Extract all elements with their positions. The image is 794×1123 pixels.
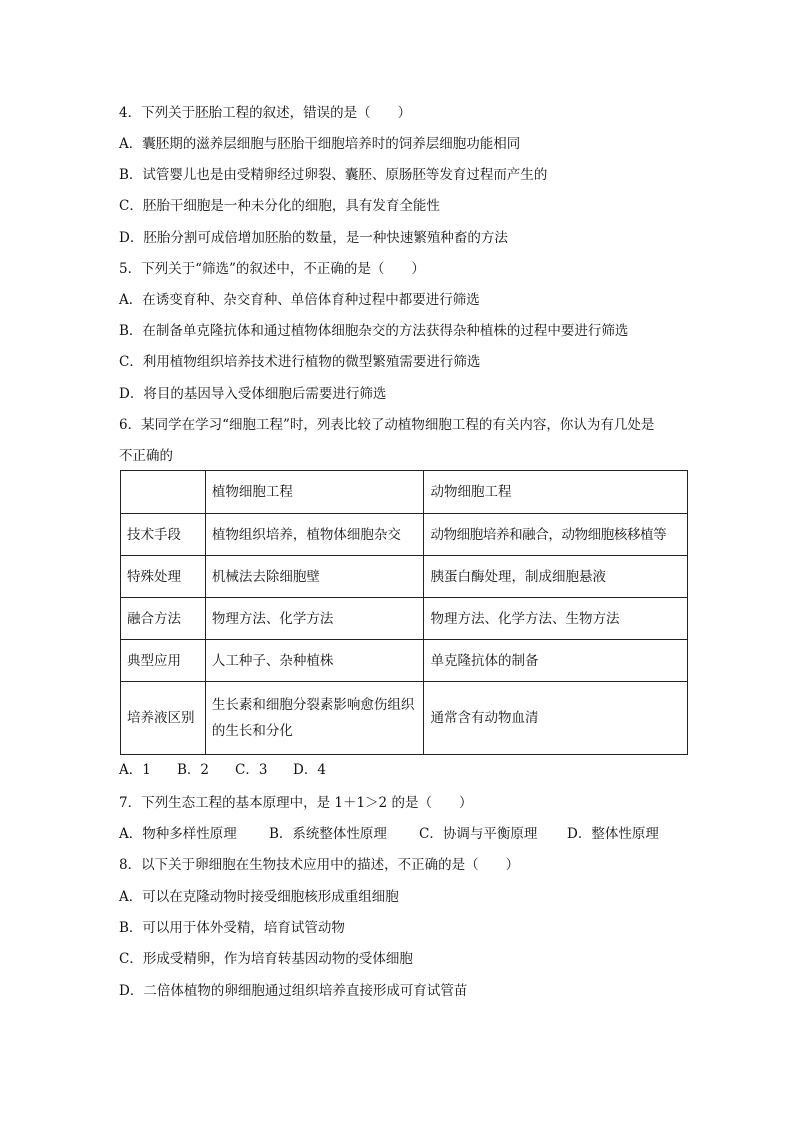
question-4-option-b: B．试管婴儿也是由受精卵经过卵裂、囊胚、原肠胚等发育过程而产生的 — [119, 167, 548, 183]
table-cell: 通常含有动物血清 — [424, 682, 688, 755]
question-6-stem-continued: 不正确的 — [119, 448, 173, 464]
question-8-option-d: D．二倍体植物的卵细胞通过组织培养直接形成可育试管苗 — [119, 983, 468, 999]
table-row — [121, 598, 688, 640]
question-5-option-a: A．在诱变育种、杂交育种、单倍体育种过程中都要进行筛选 — [119, 292, 480, 308]
table-cell: 胰蛋白酶处理，制成细胞悬液 — [424, 556, 688, 598]
question-7-option-d: D．整体性原理 — [567, 826, 659, 842]
question-4-option-d: D．胚胎分割可成倍增加胚胎的数量，是一种快速繁殖种畜的方法 — [119, 230, 508, 246]
question-6-option-a: A．1 — [119, 762, 151, 778]
table-cell: 物理方法、化学方法 — [205, 598, 424, 640]
question-6-options — [119, 760, 326, 780]
table-header-cell — [121, 471, 206, 514]
table-cell: 物理方法、化学方法、生物方法 — [424, 598, 688, 640]
comparison-table — [120, 470, 688, 755]
question-7-option-c: C．协调与平衡原理 — [419, 826, 538, 842]
table-cell: 动物细胞培养和融合，动物细胞核移植等 — [424, 514, 688, 556]
table-row-label: 融合方法 — [121, 598, 206, 640]
question-8-option-b: B．可以用于体外受精，培育试管动物 — [119, 920, 345, 936]
question-6-option-d: D．4 — [293, 762, 326, 778]
question-5-option-d: D．将目的基因导入受体细胞后需要进行筛选 — [119, 386, 387, 402]
question-5-option-c: C．利用植物组织培养技术进行植物的微型繁殖需要进行筛选 — [119, 354, 481, 370]
question-6-option-c: C．3 — [235, 762, 268, 778]
question-7-stem: 7．下列生态工程的基本原理中，是 1＋1＞2 的是（ ） — [119, 795, 473, 811]
table-header-cell: 动物细胞工程 — [424, 471, 688, 514]
table-cell: 植物组织培养，植物体细胞杂交 — [205, 514, 424, 556]
table-cell: 人工种子、杂种植株 — [205, 640, 424, 682]
table-row-label: 培养液区别 — [121, 682, 206, 755]
question-4-option-c: C．胚胎干细胞是一种未分化的细胞，具有发育全能性 — [119, 198, 440, 214]
question-7-option-b: B．系统整体性原理 — [269, 826, 387, 842]
table-row — [121, 556, 688, 598]
table-row — [121, 640, 688, 682]
question-6-stem: 6．某同学在学习“细胞工程”时，列表比较了动植物细胞工程的有关内容，你认为有几处是 — [119, 417, 655, 433]
question-5-option-b: B．在制备单克隆抗体和通过植物体细胞杂交的方法获得杂种植株的过程中要进行筛选 — [119, 323, 629, 339]
table-cell: 生长素和细胞分裂素影响愈伤组织的生长和分化 — [205, 682, 424, 755]
question-8-stem: 8．以下关于卵细胞在生物技术应用中的描述，不正确的是（ ） — [119, 857, 520, 873]
table-header-cell: 植物细胞工程 — [205, 471, 424, 514]
question-5-stem: 5．下列关于“筛选”的叙述中，不正确的是（ ） — [119, 261, 425, 277]
question-4-option-a: A．囊胚期的滋养层细胞与胚胎干细胞培养时的饲养层细胞功能相同 — [119, 136, 521, 152]
table-row-label: 典型应用 — [121, 640, 206, 682]
question-8-option-c: C．形成受精卵，作为培育转基因动物的受体细胞 — [119, 951, 413, 967]
question-8-option-a: A．可以在克隆动物时接受细胞核形成重组细胞 — [119, 889, 399, 905]
table-cell: 机械法去除细胞壁 — [205, 556, 424, 598]
table-cell: 单克隆抗体的制备 — [424, 640, 688, 682]
question-4-stem: 4．下列关于胚胎工程的叙述，错误的是（ ） — [119, 105, 412, 121]
table-row-label: 技术手段 — [121, 514, 206, 556]
table-header-row — [121, 471, 688, 514]
question-7-option-a: A．物种多样性原理 — [119, 826, 237, 842]
table-row-label: 特殊处理 — [121, 556, 206, 598]
question-7-options — [119, 824, 659, 844]
table-row — [121, 514, 688, 556]
table-row — [121, 682, 688, 755]
question-6-option-b: B．2 — [177, 762, 210, 778]
